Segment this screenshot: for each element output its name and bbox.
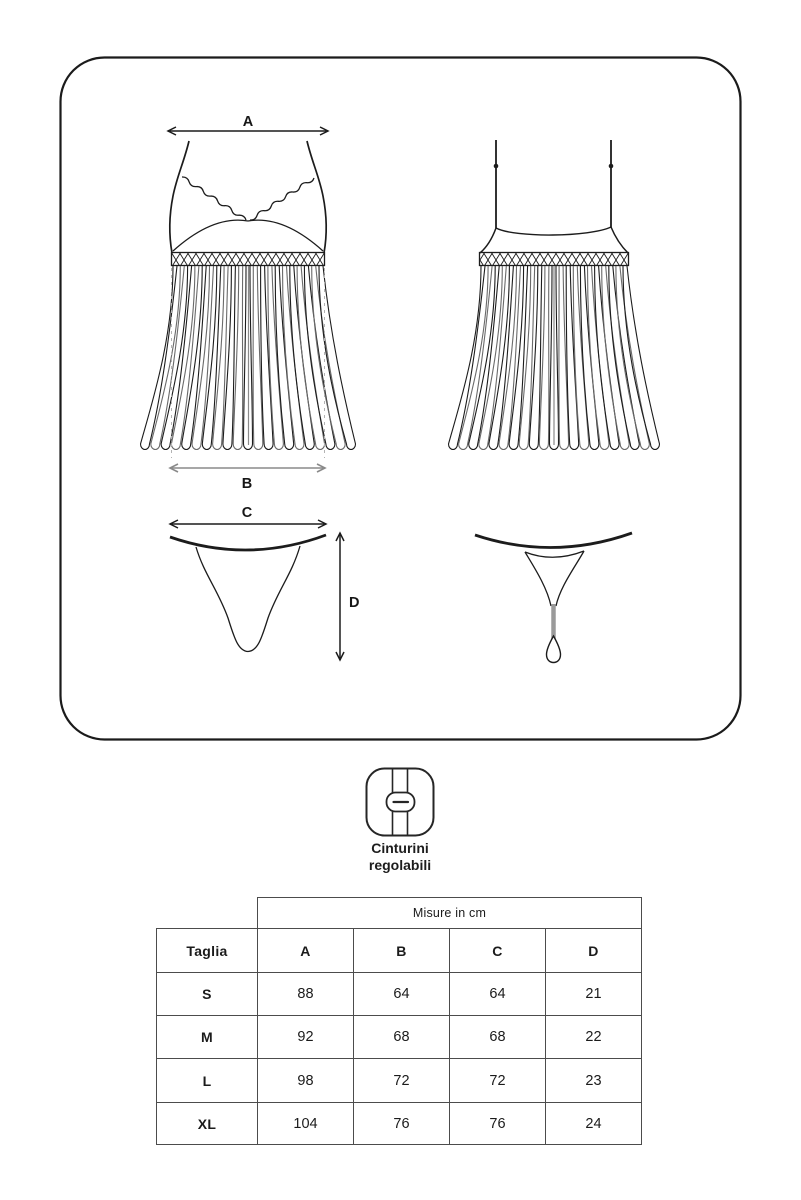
size-label: L	[157, 1059, 258, 1103]
panty-front-view	[170, 505, 359, 660]
measurement-value: 23	[546, 1059, 642, 1103]
panty-waistband	[170, 535, 326, 550]
adjustable-strap-slider-icon	[365, 767, 435, 837]
feature-caption-line1: Cinturini	[371, 840, 429, 856]
strap-adjuster-dot	[494, 164, 499, 169]
measurement-arrow-c	[170, 520, 326, 528]
back-left-flare	[480, 228, 496, 253]
table-row	[157, 1016, 642, 1059]
column-header-taglia: Taglia	[157, 929, 258, 973]
strap-adjuster-dot	[609, 164, 614, 169]
measurement-value: 76	[354, 1103, 450, 1145]
label-c: C	[241, 505, 253, 521]
table-row	[157, 1059, 642, 1103]
measurement-value: 72	[450, 1059, 546, 1103]
measurement-value: 98	[258, 1059, 354, 1103]
measurement-value: 104	[258, 1103, 354, 1145]
table-row	[157, 1103, 642, 1145]
bra-cups	[173, 177, 323, 251]
label-a: A	[242, 114, 254, 130]
measurement-value: 92	[258, 1016, 354, 1059]
column-header-a: A	[258, 929, 354, 973]
size-label: M	[157, 1016, 258, 1059]
measure-unit-header: Misure in cm	[258, 898, 642, 929]
thong-top-edge	[525, 551, 584, 557]
size-label: S	[157, 973, 258, 1016]
measurement-value: 24	[546, 1103, 642, 1145]
measurement-value: 64	[354, 973, 450, 1016]
table-row	[157, 898, 642, 929]
back-top-edge	[496, 227, 611, 235]
measurement-value: 68	[450, 1016, 546, 1059]
babydoll-back-view	[449, 140, 660, 450]
measurement-value: 88	[258, 973, 354, 1016]
measurement-value: 68	[354, 1016, 450, 1059]
front-left-strap	[170, 141, 189, 253]
thong-right-edge	[556, 551, 584, 606]
thong-teardrop	[547, 636, 561, 663]
measurement-value: 72	[354, 1059, 450, 1103]
column-header-c: C	[450, 929, 546, 973]
measurement-value: 64	[450, 973, 546, 1016]
feature-caption	[300, 840, 500, 874]
back-mesh-band	[480, 253, 629, 266]
size-table	[156, 897, 642, 1145]
column-header-d: D	[546, 929, 642, 973]
measurement-value: 76	[450, 1103, 546, 1145]
front-right-strap	[307, 141, 326, 253]
size-label: XL	[157, 1103, 258, 1145]
column-header-b: B	[354, 929, 450, 973]
label-d: D	[349, 595, 360, 611]
thong-back-view	[475, 533, 632, 663]
table-corner-cell	[157, 898, 258, 929]
measurement-arrow-b	[170, 464, 325, 472]
label-b: B	[241, 476, 253, 492]
panty-pouch-outline	[196, 546, 300, 652]
thong-waistband	[475, 533, 632, 548]
table-row	[157, 929, 642, 973]
table-row	[157, 973, 642, 1016]
back-right-flare	[611, 227, 628, 253]
front-mesh-band	[172, 253, 325, 266]
babydoll-front-view	[141, 114, 356, 492]
measurement-value: 22	[546, 1016, 642, 1059]
thong-left-edge	[525, 552, 551, 606]
feature-caption-line2: regolabili	[368, 857, 432, 873]
measurement-arrow-d	[336, 533, 344, 660]
measurement-value: 21	[546, 973, 642, 1016]
